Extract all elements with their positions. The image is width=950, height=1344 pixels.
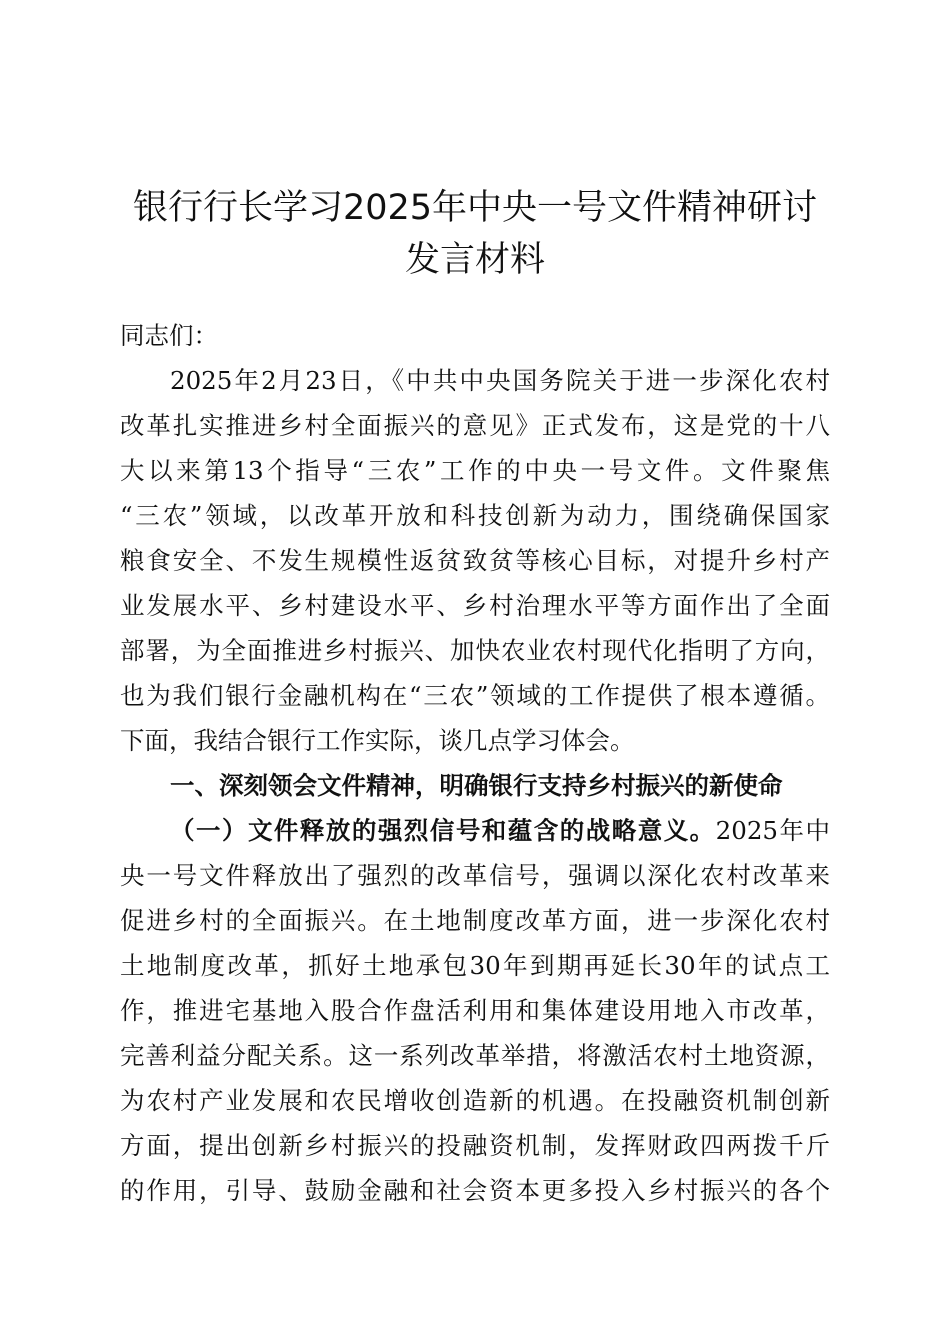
- subsection-1-first-line-rest: 2025年中: [715, 816, 830, 845]
- intro-line-8: 也为我们银行金融机构在“三农”领域的工作提供了根本遵循。: [120, 681, 830, 710]
- subsection-1-first-line: [170, 814, 830, 848]
- intro-line-5: 粮食安全、不发生规模性返贫致贫等核心目标，对提升乡村产: [120, 546, 830, 575]
- intro-line-2: 改革扎实推进乡村全面振兴的意见》正式发布，这是党的十八: [120, 411, 830, 440]
- intro-line-4: “三农”领域，以改革开放和科技创新为动力，围绕确保国家: [120, 501, 830, 530]
- subsection-1-line-9: 的作用，引导、鼓励金融和社会资本更多投入乡村振兴的各个: [120, 1176, 830, 1205]
- section-1-heading: 一、深刻领会文件精神，明确银行支持乡村振兴的新使命: [170, 771, 783, 800]
- subsection-1-line-2: 央一号文件释放出了强烈的改革信号，强调以深化农村改革来: [120, 861, 830, 890]
- subsection-1-heading: （一）文件释放的强烈信号和蕴含的战略意义。: [170, 816, 716, 845]
- subsection-1-line-4: 土地制度改革，抓好土地承包30年到期再延长30年的试点工: [120, 951, 830, 980]
- document-title-line-2: 发言材料: [404, 240, 545, 280]
- intro-line-9: 下面，我结合银行工作实际，谈几点学习体会。: [120, 726, 635, 755]
- intro-line-7: 部署，为全面推进乡村振兴、加快农业农村现代化指明了方向，: [120, 636, 830, 665]
- subsection-1-line-6: 完善利益分配关系。这一系列改革举措，将激活农村土地资源，: [120, 1041, 830, 1070]
- subsection-1-line-7: 为农村产业发展和农民增收创造新的机遇。在投融资机制创新: [120, 1086, 830, 1115]
- intro-line-6: 业发展水平、乡村建设水平、乡村治理水平等方面作出了全面: [120, 591, 830, 620]
- document-title-line-1: 银行行长学习2025年中央一号文件精神研讨: [132, 188, 818, 228]
- subsection-1-line-3: 促进乡村的全面振兴。在土地制度改革方面，进一步深化农村: [120, 906, 830, 935]
- subsection-1-line-8: 方面，提出创新乡村振兴的投融资机制，发挥财政四两拨千斤: [120, 1131, 830, 1160]
- salutation: 同志们：: [120, 321, 218, 350]
- intro-line-3: 大以来第13个指导“三农”工作的中央一号文件。文件聚焦: [120, 456, 830, 485]
- subsection-1-line-5: 作，推进宅基地入股合作盘活利用和集体建设用地入市改革，: [120, 996, 830, 1025]
- intro-line-1: 2025年2月23日，《中共中央国务院关于进一步深化农村: [170, 366, 830, 395]
